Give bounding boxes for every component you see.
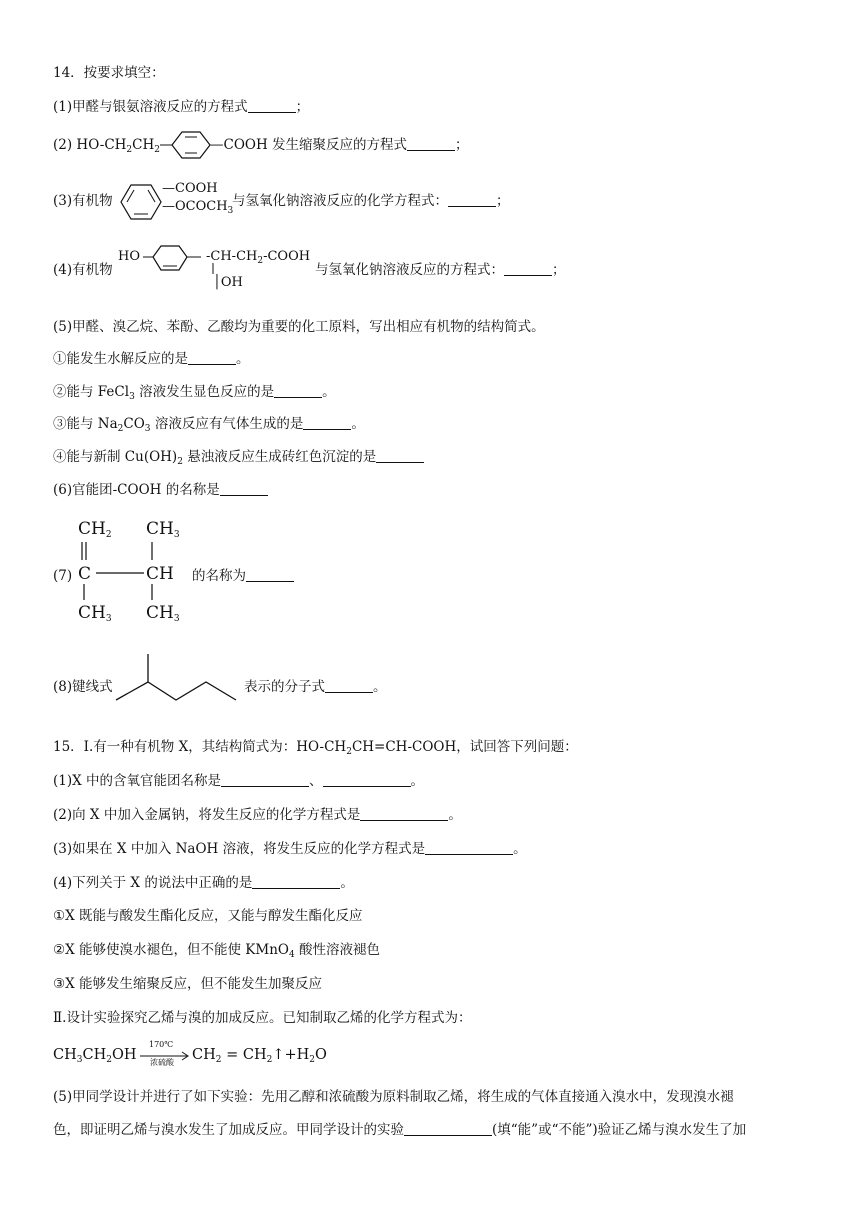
side-chain: $-CH-CH_2$-COOH (206, 249, 311, 266)
q14-item-5a: ①能发生水解反应的是 。 (53, 351, 250, 367)
q15-item-4: (4)下列关于 X 的说法中正确的是 。 (53, 875, 354, 891)
answer-blank[interactable] (376, 448, 424, 463)
answer-blank[interactable] (360, 806, 448, 821)
group-ch3-left: $CH_3$ (78, 603, 112, 624)
q14-item-8-tail: 表示的分子式 。 (244, 679, 387, 695)
equation-products: $CH_2$ = $CH_2↑+H_2O$ (192, 1047, 327, 1065)
answer-blank[interactable] (274, 383, 322, 398)
q15-item-5-line-1: (5)甲同学设计并进行了如下实验：先用乙醇和浓硫酸为原料制取乙烯，将生成的气体直接通入溴水中，发现溴水褪 (53, 1089, 734, 1105)
group-ch: CH (146, 564, 174, 584)
answer-blank[interactable] (303, 415, 351, 430)
q14-item-7-tail: 的名称为 (192, 567, 294, 585)
q15-item-1: (1)X 中的含氧官能团名称是 、 。 (53, 773, 425, 789)
answer-blank[interactable] (404, 1121, 492, 1136)
ethylene-equation: $CH_3CH_2OH$ (53, 1047, 137, 1065)
answer-blank[interactable] (246, 567, 294, 582)
q14-item-7: (7) (53, 568, 73, 584)
q15-title: 15．Ⅰ.有一种有机物 X，其结构简式为：$HO-CH_2CH=CH$-COOH，试回答下列问题： (53, 739, 578, 757)
q14-title: 14．按要求填空： (53, 65, 165, 81)
q15-item-3: (3)如果在 X 中加入 NaOH 溶液，将发生反应的化学方程式是 。 (53, 841, 527, 857)
answer-blank[interactable] (188, 350, 236, 365)
atom-c: C (78, 564, 92, 584)
answer-blank[interactable] (221, 772, 309, 787)
q14-item-3: (3)有机物 (53, 193, 113, 209)
condition-catalyst: 浓硫酸 (150, 1058, 174, 1067)
answer-blank[interactable] (252, 874, 340, 889)
benzene-ring-drawing (117, 180, 165, 224)
skeletal-formula-drawing (114, 652, 240, 706)
q15-item-5-line-2: 色，即证明乙烯与溴水发生了加成反应。甲同学设计的实验 (填“能”或“不能”)验证乙烯与溴水发生了加 (53, 1122, 747, 1138)
q15-item-2: (2)向 X 中加入金属钠，将发生反应的化学方程式是 。 (53, 807, 462, 823)
q14-item-5: (5)甲醛、溴乙烷、苯酚、乙酸均为重要的化工原料，写出相应有机物的结构简式。 (53, 319, 545, 335)
q14-item-4: (4)有机物 (53, 262, 113, 278)
substituent-ococh3: $—OCOCH_3$ (162, 199, 234, 216)
answer-blank[interactable] (407, 136, 455, 151)
condition-temperature: 170℃ (149, 1040, 174, 1049)
q15-part-2: Ⅱ.设计实验探究乙烯与溴的加成反应。已知制取乙烯的化学方程式为： (53, 1010, 472, 1026)
q14-item-6: (6)官能团-COOH 的名称是 (53, 481, 268, 499)
q14-item-5d: ④能与新制 $Cu(OH)_2$ 悬浊液反应生成砖红色沉淀的是 (53, 448, 424, 466)
substituent-oh: │OH (213, 275, 243, 290)
substituent-ho: HO (118, 249, 140, 264)
q14-item-1: (1)甲醛与银氨溶液反应的方程式 ； (53, 99, 310, 115)
q15-option-3: ③X 能够发生缩聚反应，但不能发生加聚反应 (53, 976, 323, 992)
substituent-cooh: —COOH (162, 181, 218, 196)
answer-blank[interactable] (323, 772, 411, 787)
q14-item-2: (2) $HO-CH_2CH_2$ (53, 137, 160, 155)
benzene-ring-drawing (143, 244, 207, 280)
answer-blank[interactable] (504, 261, 552, 276)
q14-item-4-tail: 与氢氧化钠溶液反应的方程式： ； (315, 262, 566, 278)
answer-blank[interactable] (220, 481, 268, 496)
q14-item-8: (8)键线式 (53, 679, 113, 695)
q14-item-2-tail: —COOH 发生缩聚反应的方程式 ； (210, 137, 469, 153)
q14-item-5b: ②能与 FeCl$_3$ 溶液发生显色反应的是 。 (53, 384, 336, 402)
answer-blank[interactable] (425, 840, 513, 855)
answer-blank[interactable] (248, 98, 296, 113)
answer-blank[interactable] (448, 192, 496, 207)
q14-item-5c: ③能与 $Na_2CO_3$ 溶液反应有气体生成的是 。 (53, 416, 365, 434)
q15-option-2: ②X 能够使溴水褪色，但不能使 KMnO$_4$ 酸性溶液褪色 (53, 942, 380, 960)
bond-lines (78, 536, 188, 616)
answer-blank[interactable] (325, 678, 373, 693)
group-ch3-bottom: $CH_3$ (146, 603, 180, 624)
structure-hydroxyethyl-benzoic-acid: $HO-CH_2CH_2$ (76, 137, 160, 155)
q15-option-1: ①X 既能与酸发生酯化反应，又能与醇发生酯化反应 (53, 908, 363, 924)
q14-item-3-tail: 与氢氧化钠溶液反应的化学方程式： ； (232, 193, 510, 209)
group-ch3-top: $CH_3$ (146, 519, 180, 540)
group-ch2: $CH_2$ (78, 519, 112, 540)
